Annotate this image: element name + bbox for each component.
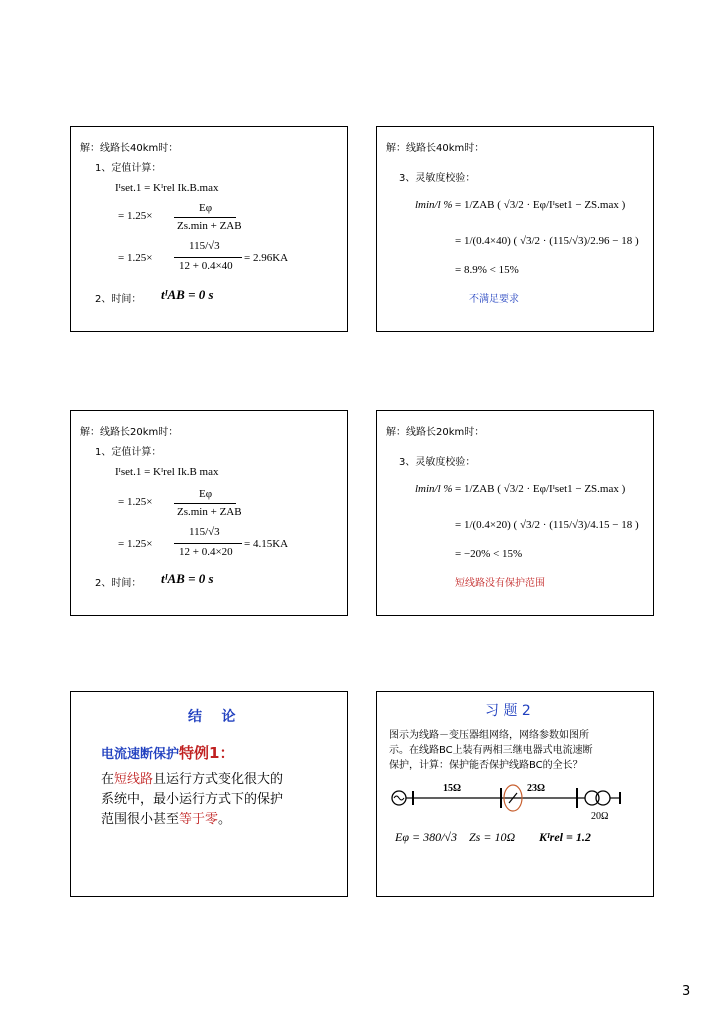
slide1-step2: 2、时间： (95, 294, 142, 305)
slide4-step3: 3、灵敏度校验： (399, 457, 476, 468)
slide3-formula-line1 (115, 466, 218, 478)
z3-label: 20Ω (591, 811, 609, 822)
slide2-rhs3: = 8.9% < 15% (455, 264, 519, 276)
slide5-line1-c: 且运行方式变化很大的 (153, 772, 284, 787)
page-number: 3 (682, 984, 691, 999)
slide6-e-label: Eφ = 380/√3 (395, 830, 457, 844)
slide5-line3 (101, 808, 231, 827)
slide1-eq2-den: Zs.min + ZAB (177, 220, 242, 232)
slide-3 (70, 410, 348, 616)
slide3-time-formula: tᴵAB = 0 s (161, 571, 214, 586)
slide6-k-label: Kᴵrel = 1.2 (539, 830, 591, 844)
slide6-title: 习 题 2 (485, 703, 531, 719)
slide5-subtitle-b: 特例1： (179, 744, 235, 762)
slide1-eq3-fraction-bar (174, 257, 242, 258)
transformer-icon (585, 791, 610, 805)
slide2-rhs1: = 1/ZAB ( √3/2 · Eφ/Iᴵset1 − ZS.max ) (455, 199, 626, 211)
slide5-line3-b: 等于零 (179, 812, 219, 827)
slide1-eq3-num: 115/√3 (189, 240, 220, 252)
slide6-desc1: 图示为线路－变压器组网络，网络参数如图所 (389, 730, 589, 741)
slide-6 (376, 691, 654, 897)
slide-2 (376, 126, 654, 332)
slide4-conclusion: 短线路没有保护范围 (455, 578, 545, 589)
slide3-eq3-prefix: = 1.25× (118, 538, 153, 550)
z2-label: 23Ω (527, 783, 546, 794)
slide1-step1: 1、定值计算： (95, 163, 162, 174)
slide-4 (376, 410, 654, 616)
slide1-eq3-result: = 2.96KA (244, 252, 289, 264)
slide6-desc2: 示。在线路BC上装有两相三继电器式电流速断 (389, 745, 593, 756)
slide1-eq3-prefix: = 1.25× (118, 252, 153, 264)
slide1-header: 解：线路长40km时： (80, 143, 179, 154)
slide2-conclusion: 不满足要求 (469, 294, 519, 305)
slide3-eq2-prefix: = 1.25× (118, 496, 153, 508)
slide1-formula-line1 (115, 182, 218, 194)
slide4-rhs2: = 1/(0.4×20) ( √3/2 · (115/√3)/4.15 − 18 ) (455, 519, 639, 531)
slide3-eq2-num: Eφ (199, 488, 213, 500)
slide4-rhs3: = −20% < 15% (455, 548, 523, 560)
slide5-title: 结 论 (188, 709, 236, 725)
slide6-zs-label: Zs = 10Ω (469, 830, 516, 844)
slide3-step1: 1、定值计算： (95, 447, 162, 458)
slide1-time-formula: tᴵAB = 0 s (161, 287, 214, 302)
slide4-header: 解：线路长20km时： (386, 427, 485, 438)
slide3-eq2-den: Zs.min + ZAB (177, 506, 242, 518)
slide5-line2: 系统中，最小运行方式下的保护 (101, 792, 284, 807)
slide2-header: 解：线路长40km时： (386, 143, 485, 154)
slide5-subtitle (101, 742, 234, 763)
slide3-eq3-den: 12 + 0.4×20 (179, 546, 233, 558)
slide5-subtitle-a: 电流速断保护 (101, 747, 180, 762)
z1-label: 15Ω (443, 783, 462, 794)
slide6-desc3: 保护，计算：保护能否保护线路BC的全长？ (389, 760, 583, 771)
slide2-rhs2: = 1/(0.4×40) ( √3/2 · (115/√3)/2.96 − 18 ) (455, 235, 639, 247)
slide3-eq3-fraction-bar (174, 543, 242, 544)
slide3-formula-text: Iᴵset.1 = Kᴵrel Ik.B max (115, 466, 219, 478)
slide1-formula-text: Iᴵset.1 = Kᴵrel Ik.B.max (115, 182, 219, 194)
slide3-header: 解：线路长20km时： (80, 427, 179, 438)
slide-1 (70, 126, 348, 332)
slide1-eq2-prefix: = 1.25× (118, 210, 153, 222)
slide3-eq3-result: = 4.15KA (244, 538, 289, 550)
slide2-lhs: lmin/l % (415, 199, 453, 211)
slide1-eq2-num: Eφ (199, 202, 213, 214)
slide5-line1 (101, 768, 283, 787)
slide3-eq2-fraction-bar (174, 503, 236, 504)
slide3-eq3-num: 115/√3 (189, 526, 220, 538)
slide4-lhs: lmin/l % (415, 483, 453, 495)
slide2-step3: 3、灵敏度校验： (399, 173, 476, 184)
slide5-line3-a: 范围很小甚至 (101, 812, 180, 827)
slide1-eq3-den: 12 + 0.4×40 (179, 260, 233, 272)
slide4-rhs1: = 1/ZAB ( √3/2 · Eφ/Iᴵset1 − ZS.max ) (455, 483, 626, 495)
slide3-step2: 2、时间： (95, 578, 142, 589)
slide1-eq2-fraction-bar (174, 217, 236, 218)
slide5-line1-b: 短线路 (114, 772, 154, 787)
slide-5 (70, 691, 348, 897)
slide5-line3-c: 。 (218, 812, 232, 827)
slide5-line1-a: 在 (101, 772, 115, 787)
generator-icon (392, 791, 406, 805)
